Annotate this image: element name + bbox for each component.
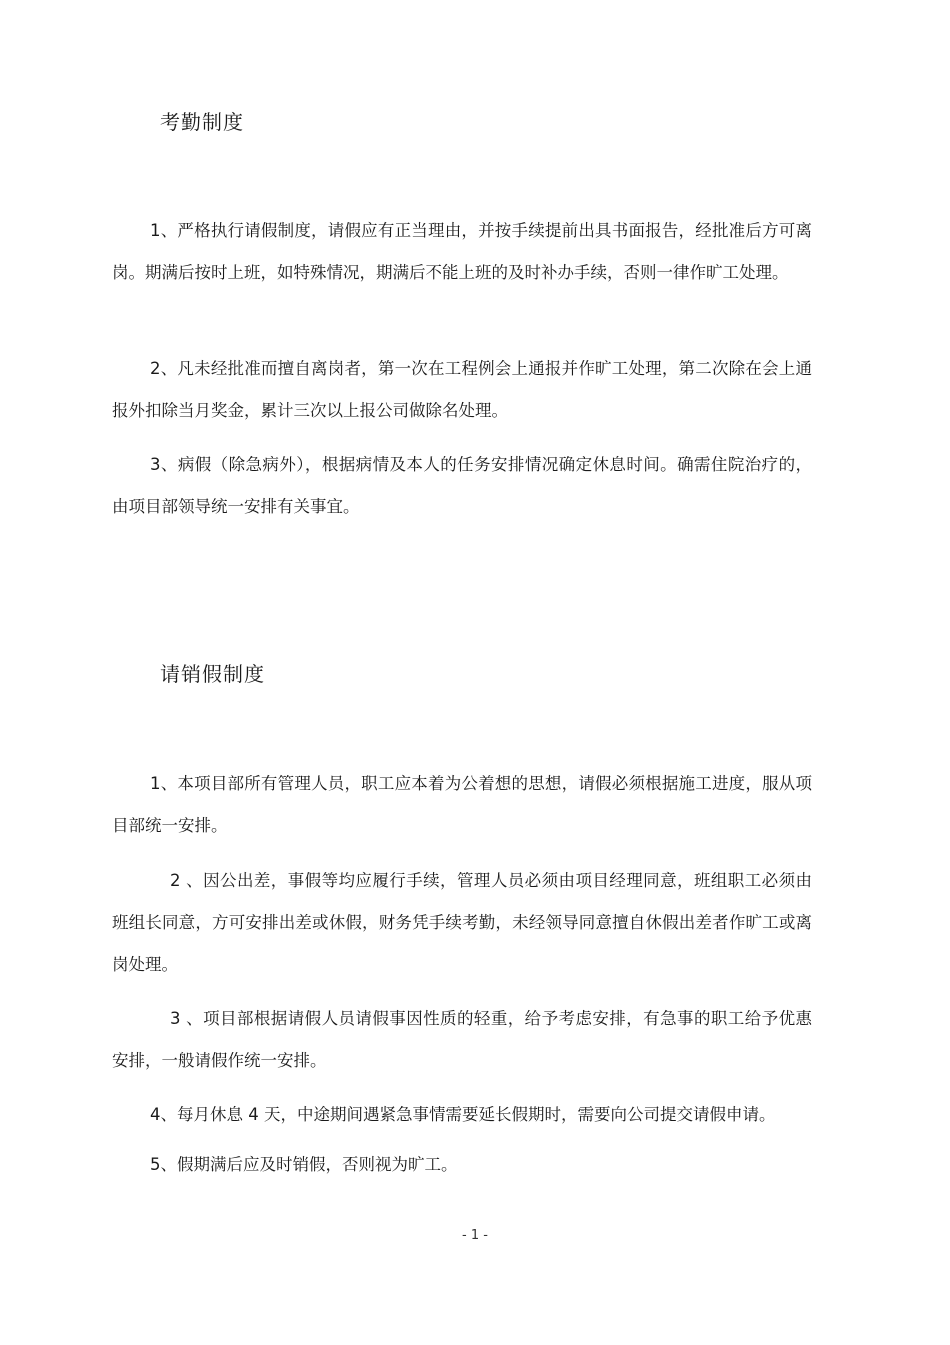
leave-rule-3: 3 、项目部根据请假人员请假事因性质的轻重，给予考虑安排，有急事的职工给予优惠安排，一般请假作统一安排。 [112, 1009, 812, 1070]
leave-rule-4: 4、每月休息 4 天，中途期间遇紧急事情需要延长假期时，需要向公司提交请假申请。 [150, 1105, 776, 1124]
section-title-attendance: 考勤制度 [160, 110, 244, 134]
leave-rule-1: 1、本项目部所有管理人员，职工应本着为公着想的思想，请假必须根据施工进度，服从项目部统一安排。 [112, 774, 812, 835]
attendance-rule-2: 2、凡未经批准而擅自离岗者，第一次在工程例会上通报并作旷工处理，第二次除在会上通报外扣除当月奖金，累计三次以上报公司做除名处理。 [112, 359, 812, 420]
attendance-rule-1: 1、严格执行请假制度，请假应有正当理由，并按手续提前出具书面报告，经批准后方可离岗。期满后按时上班，如特殊情况，期满后不能上班的及时补办手续，否则一律作旷工处理。 [112, 221, 812, 282]
section-title-leave: 请销假制度 [160, 662, 265, 686]
attendance-rule-3: 3、病假（除急病外），根据病情及本人的任务安排情况确定休息时间。确需住院治疗的，由项目部领导统一安排有关事宜。 [112, 455, 812, 516]
leave-rule-5: 5、假期满后应及时销假，否则视为旷工。 [150, 1155, 458, 1174]
page-number: - 1 - [462, 1228, 488, 1243]
leave-rule-2: 2 、因公出差，事假等均应履行手续，管理人员必须由项目经理同意，班组职工必须由班组长同意，方可安排出差或休假，财务凭手续考勤，未经领导同意擅自休假出差者作旷工或离岗处理。 [112, 871, 812, 974]
